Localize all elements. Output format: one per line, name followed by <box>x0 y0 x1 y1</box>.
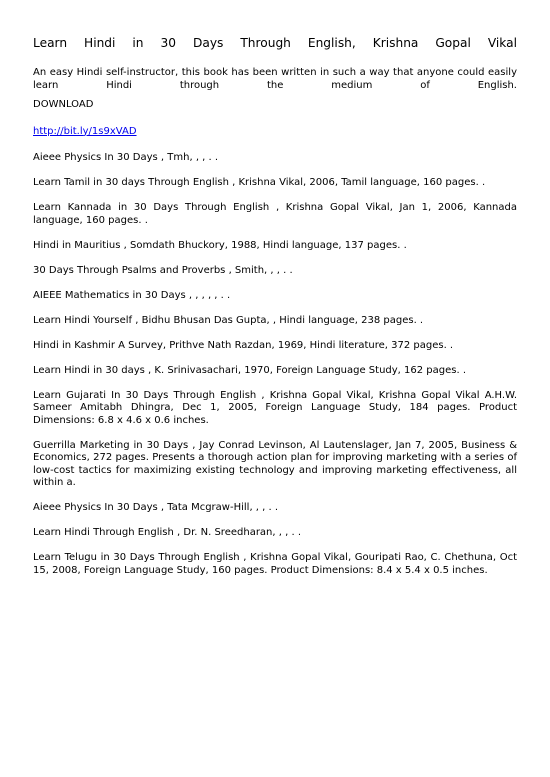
download-label: DOWNLOAD <box>33 99 94 110</box>
list-item: Learn Kannada in 30 Days Through English , Krishna Gopal Vikal, Jan 1, 2006, Kannada language, 160 pages. . <box>33 202 517 226</box>
list-item: Learn Tamil in 30 days Through English , Krishna Vikal, 2006, Tamil language, 160 pages. . <box>33 177 486 188</box>
list-item: Hindi in Mauritius , Somdath Bhuckory, 1988, Hindi language, 137 pages. . <box>33 239 407 251</box>
list-item: Learn Hindi Yourself , Bidhu Bhusan Das Gupta, , Hindi language, 238 pages. . <box>33 314 424 326</box>
list-item: Learn Hindi Through English , Dr. N. Sreedharan, , , . . <box>33 527 302 538</box>
list-item: 30 Days Through Psalms and Proverbs , Smith, , , . . <box>33 264 293 276</box>
list-item: Aieee Physics In 30 Days , Tata Mcgraw-Hill, , , . . <box>33 502 279 513</box>
intro-paragraph: An easy Hindi self-instructor, this book has been written in such a way that anyone could easily learn Hindi through the medium of English. <box>33 67 517 91</box>
list-item: Learn Hindi in 30 days , K. Srinivasachari, 1970, Foreign Language Study, 162 pages. . <box>33 364 467 376</box>
page-title: Learn Hindi in 30 Days Through English, Krishna Gopal Vikal <box>33 36 517 50</box>
book-list <box>33 152 517 577</box>
list-item: Guerrilla Marketing in 30 Days , Jay Conrad Levinson, Al Lautenslager, Jan 7, 2005, Business & Economics, 272 pages. Presents a thorough action plan for improving marketing with a series of low-cost tactics for maximizing existing technology and improving marketing effectiveness, all within a. <box>33 439 517 488</box>
download-link[interactable]: http://bit.ly/1s9xVAD <box>33 125 137 137</box>
list-item: Learn Gujarati In 30 Days Through English , Krishna Gopal Vikal, Krishna Gopal Vikal A.H.W. Sameer Amitabh Dhingra, Dec 1, 2005, Foreign Language Study, 184 pages. Product Dimensions: 6.8 x 4.6 x 0.6 inches. <box>33 389 517 426</box>
list-item: Aieee Physics In 30 Days , Tmh, , , . . <box>33 152 219 163</box>
list-item: Learn Telugu in 30 Days Through English , Krishna Gopal Vikal, Gouripati Rao, C. Chethuna, Oct 15, 2008, Foreign Language Study, 160 pages. Product Dimensions: 8.4 x 5.4 x 0.5 inches. <box>33 552 517 576</box>
list-item: Hindi in Kashmir A Survey, Prithve Nath Razdan, 1969, Hindi literature, 372 pages. . <box>33 339 454 351</box>
list-item: AIEEE Mathematics in 30 Days , , , , , . . <box>33 289 231 301</box>
